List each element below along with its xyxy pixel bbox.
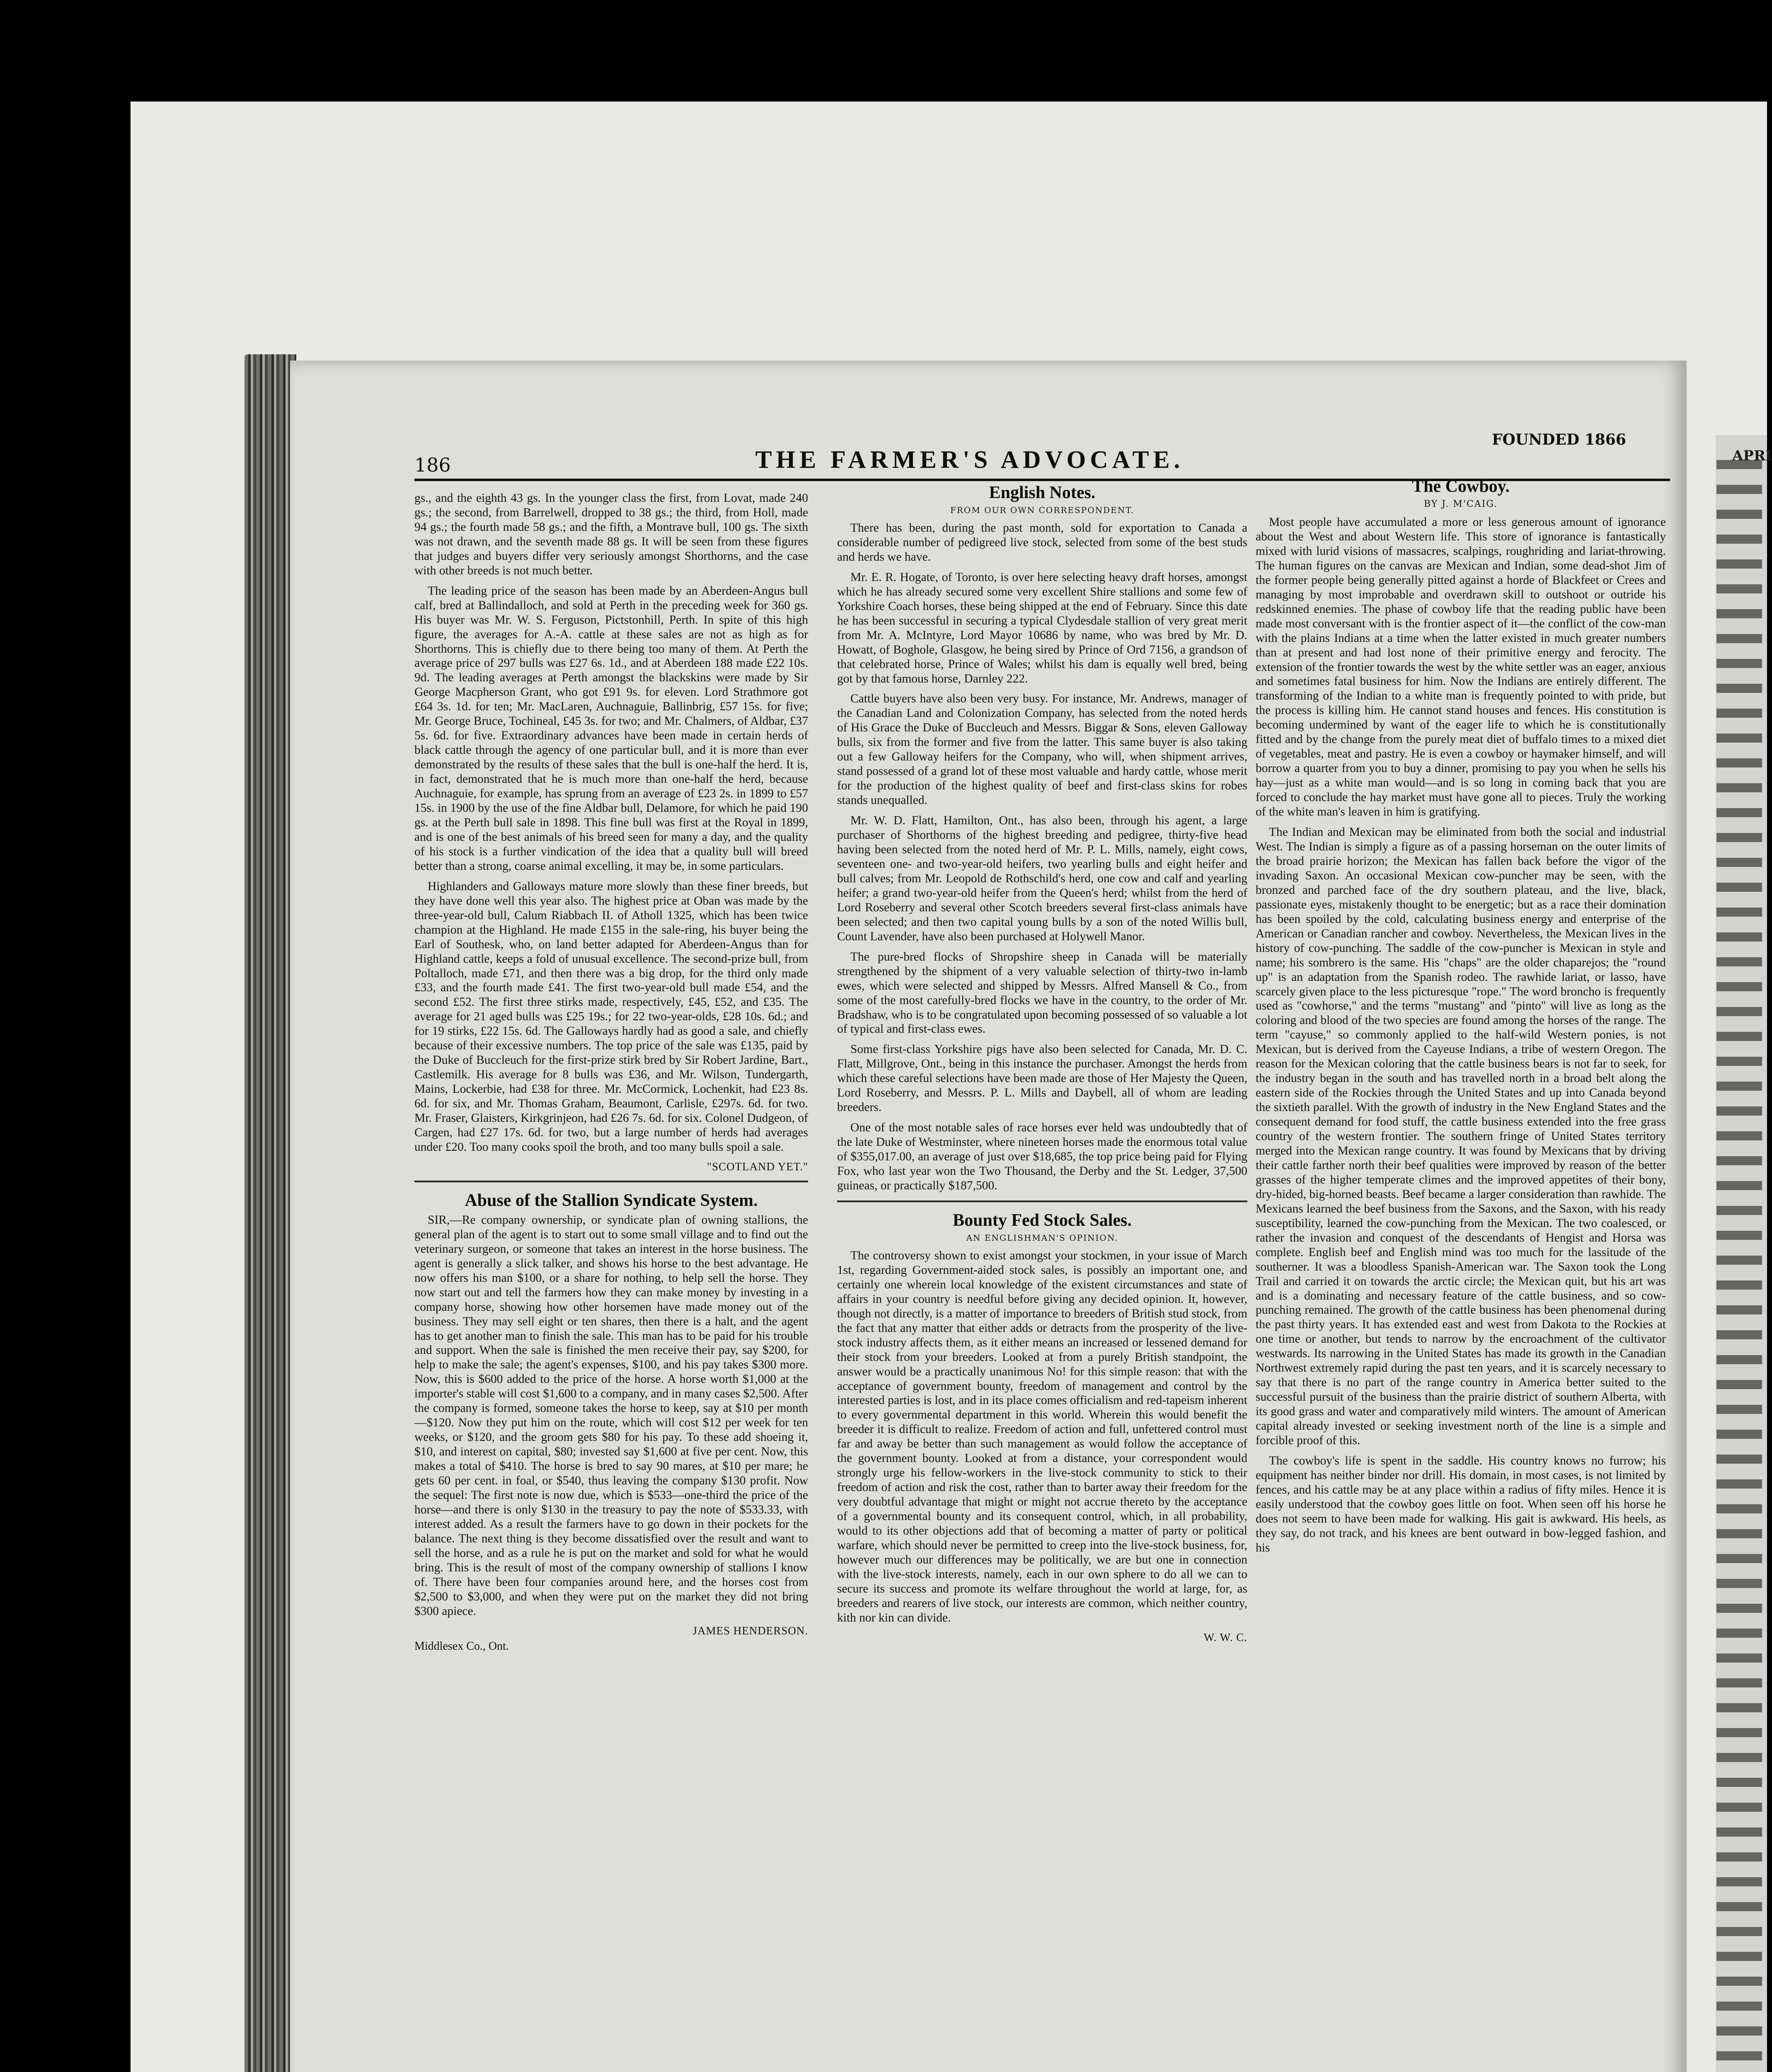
cowboy-para-2: The Indian and Mexican may be eliminated from both the social and industrial West. The Indian is simply a figure as of a passing horseman on the outer limits of the broad prairie horizon; the Mexican has fallen back before the vigor of the invading Saxon. An occasional Mexican cow-puncher may be seen, with the bronzed and parched face of the dry southern plateau, and the live, black, passionate eyes, mistakenly thought to be energetic; but as a race their domination has been spoiled by the cold, calculating business energy and enterprise of the American or Canadian rancher and cowboy. Nevertheless, the Mexican lives in the history of cow-punching. The saddle of the cow-puncher is Mexican in style and name; his sombrero is the same. His "chaps" are the older chaparejos; the "round up" is an adaptation from the Spanish rodeo. The rawhide lariat, or lasso, have scarcely given place to the less picturesque "rope." The word broncho is frequently used as "cowhorse," and the terms "mustang" and "pinto" will live as long as the coloring and blood of the two species are found among the horses of the range. The term "cayuse," so commonly applied to the half-wild Western ponies, is not Mexican, but is derived from the Cayeuse Indians, a tribe of western Oregon. The reason for the Mexican coloring that the cattle business bears is not far to seek, for the industry began in the south and has travelled north in a broad belt along the eastern side of the Rockies through the United States and up into Canada beyond the sixtieth parallel. With the growth of industry in the New England States and the consequent demand for food stuff, the cattle business extended into the free grass country of the western frontier. The southern fringe of United States territory merged into the Mexican range country. It was found by Mexicans that by driving their cattle farther north their beef qualities were improved by reason of the better grasses of the higher temperate climes and the improved appetites of their bony, dry-hided, big-horned beasts. Beef became a larger consideration than rawhide. The Mexicans learned the beef business from the Saxons, and the Saxon, with his ready susceptibility, learned the cow-punching from the Mexican. The two coalesced, or rather the invasion and conquest of the descendants of Hengist and Horsa was complete. English beef and English mind was too much for the lassitude of the southerner. It was a bloodless Spanish-American war. The Saxon took the Long Trail and carried it on towards the arctic circle; the Mexican quit, but his art was and is a dominating and necessary feature of the cattle business, and so cow-punching remained. The growth of the cattle business has been phenomenal during the past thirty years. It has extended east and west from Dakota to the Rockies at one time or another, but tends to narrow by the encroachment of the cultivator westwards. Its narrowing in the United States has made its growth in the Canadian Northwest extremely rapid during the past ten years, and it is scarcely necessary to say that there is no part of the range country in America better suited to the successful pursuit of the business than the prairie district of southern Alberta, with its good grass and water and comparatively mild winters. The amount of American capital already invested or seeking investment north of the line is a simple and forcible proof of this. xyxy=(1256,825,1666,1447)
scotland-letter-para-3: Highlanders and Galloways mature more slowly than these finer breeds, but they have done well this year also. The highest price at Oban was made by the three-year-old bull, Calum Riabbach II. of Atholl 1325, which has been twice champion at the Highland. He made £155 in the sale-ring, his buyer being the Earl of Southesk, who, on land better adapted for Aberdeen-Angus than for Highland cattle, keeps a fold of unusual excellence. The second-prize bull, from Poltalloch, made £71, and then there was a big drop, for the third only made £33, and the fourth made £41. The first two-year-old bull made £54, and the second £52. The first three stirks made, respectively, £45, £52, and £35. The average for 21 aged bulls was £25 19s.; for 22 two-year-olds, £28 10s. 6d.; and for 19 stirks, £22 15s. 6d. The Galloways hardly had as good a sale, and chiefly because of their excessive numbers. The top price of the sale was £135, paid by the Duke of Buccleuch for the first-prize stirk bred by Sir Robert Jardine, Bart., Castlemilk. His average for 8 bulls was £36, and Mr. Wilson, Tundergarth, Mains, Lockerbie, had £38 for three. Mr. McCormick, Lochenkit, had £23 8s. 6d. for six, and Mr. Thomas Graham, Beaumont, Carlisle, £297s. 6d. for two. Mr. Fraser, Glaisters, Kirkgrinjeon, had £26 7s. 6d. for six. Colonel Dudgeon, of Cargen, had £27 17s. 6d. for two, but a large number of herds had averages under £20. Too many cooks spoil the broth, and too many bulls spoil a sale. xyxy=(414,879,808,1154)
scotland-letter-para-2: The leading price of the season has been made by an Aberdeen-Angus bull calf, bred at Ballindalloch, and sold at Perth in the preceding week for 360 gs. His buyer was Mr. W. S. Ferguson, Pictstonhill, Perth. In spite of this high figure, the averages for A.-A. cattle at these sales are not as high as for Shorthorns. This is chiefly due to there being too many of them. At Perth the average price of 297 bulls was £27 6s. 1d., and at Aberdeen 188 made £22 10s. 9d. The leading averages at Perth amongst the blackskins were made by Sir George Macpherson Grant, who got £91 9s. for eleven. Lord Strathmore got £64 3s. 1d. for ten; Mr. MacLaren, Auchnaguie, Ballinbrig, £57 15s. for five; Mr. George Bruce, Tochineal, £45 3s. for two; and Mr. Chalmers, of Aldbar, £37 5s. 6d. for five. Extraordinary advances have been made in certain herds of black cattle through the agency of one particular bull, and it is more than ever demonstrated by the results of these sales that the bull is one-half the herd. It is, in fact, demonstrated that he is much more than one-half the herd, because Auchnaguie, for example, has sprung from an average of £23 2s. in 1899 to £57 15s. in 1900 by the use of the fine Aldbar bull, Delamore, for which he paid 190 gs. at the Perth bull sale in 1898. This fine bull was first at the Royal in 1899, and is one of the best animals of his breed seen for many a day, and the quality of his stock is a further vindication of the idea that a quality bull will breed better than a strong, coarse animal excelling, it may be, in some particulars. xyxy=(414,584,808,873)
english-notes-para-6: Some first-class Yorkshire pigs have also been selected for Canada, Mr. D. C. Flatt, Millgrove, Ont., being in this instance the purchaser. Amongst the herds from which these careful selections have been made are those of Her Majesty the Queen, Lord Roseberry, and Messrs. P. L. Mills and Daybell, all of whom are leading breeders. xyxy=(837,1043,1247,1114)
syndicate-heading: Abuse of the Stallion Syndicate System. xyxy=(465,1191,758,1210)
scotland-letter-signature: "SCOTLAND YET." xyxy=(707,1160,808,1173)
left-column xyxy=(414,491,808,1653)
middle-column xyxy=(837,483,1247,1644)
english-notes-heading: English Notes. xyxy=(989,483,1096,502)
cowboy-heading: The Cowboy. xyxy=(1412,477,1510,496)
bounty-subhead: AN ENGLISHMAN'S OPINION. xyxy=(966,1232,1118,1243)
cowboy-byline: BY J. M'CAIG. xyxy=(1423,499,1498,509)
facing-page-header-fragment: APRI xyxy=(1732,448,1772,464)
bounty-body: The controversy shown to exist amongst your stockmen, in your issue of March 1st, regarding Government-aided stock sales, is possibly an important one, and certainly one wherein local knowledge of the existent circumstances and state of affairs in your country is needful before giving any decided opinion. It, however, though not directly, is a matter of importance to breeders of British stud stock, from the fact that any matter that either adds or detracts from the prosperity of the live-stock industry affects them, as it either means an increased or lessened demand for their stock from your breeders. Looked at from a purely British standpoint, the answer would be a practically unanimous No! for this simple reason: that with the acceptance of government bounty, freedom of management and control by the interested parties is lost, and in its place comes officialism and red-tapeism inherent to every governmental department in this world. Wherein this would benefit the breeder it is difficult to realize. Freedom of action and full, unfettered control must far and away be better than such management as would follow the acceptance of the government bounty. Looked at from a distance, your correspondent would strongly urge his fellow-workers in the live-stock community to stick to their freedom of action and risk the cost, rather than to barter away their freedom for the very doubtful advantage that might or might not accrue thereto by the acceptance of a governmental bounty and its consequent control, which, in all probability, would to its other objections add that of becoming a matter of party or political warfare, which should never be permitted to creep into the live-stock business, for, however much our differences may be politically, we are but one in connection with the live-stock interests, namely, each in our own sphere to do all we can to secure its success and promote its welfare throughout the world at large, for, as breeders and rearers of live stock, our interests are common, which neither country, kith nor kin can divide. xyxy=(837,1249,1247,1624)
right-column xyxy=(1256,477,1666,1561)
english-notes-para-5: The pure-bred flocks of Shropshire sheep in Canada will be materially strengthened by the shipment of a very valuable selection of thirty-two in-lamb ewes, which were selected and shipped by Messrs. Alfred Mansell & Co., from some of the most carefully-bred flocks we have in the country, to the order of Mr. Bradshaw, who is to be congratulated upon becoming possessed of so valuable a lot of typical and first-class ewes. xyxy=(837,950,1247,1036)
facing-page-edge xyxy=(1716,435,1767,2072)
syndicate-signature: JAMES HENDERSON. xyxy=(692,1624,808,1637)
cowboy-para-1: Most people have accumulated a more or less generous amount of ignorance about the West and about Western life. This store of ignorance is fantastically mixed with lurid visions of massacres, scalpings, roughriding and lariat-throwing. The human figures on the canvas are Mexican and Indian, some dead-shot Jim of the former people being generally pitted against a horde of Blackfeet or Crees and managing by most improbable and overdrawn skill to outshoot or outride his redskinned enemies. The phase of cowboy life that the reading public have been made most conversant with is the frontier aspect of it—the conflict of the cow-man with the plains Indians at a time when the latter existed in much greater numbers than at present and had lost none of their primitive energy and ferocity. The extension of the frontier towards the west by the white settler was an eager, anxious and sometimes fatal business for him. Now the Indians are entirely different. The transforming of the Indian to a white man is frequently pointed to with pride, but the process is killing him. He cannot stand houses and fences. His constitution is becoming undermined by want of the eager life to which he is constitutionally fitted and by the change from the purely meat diet of buffalo times to a mixed diet of vegetables, meat and pastry. He is even a cowboy or haymaker himself, and will borrow a quarter from you to buy a dinner, promising to pay you when he sells his hay—just as a white man would—and is so long in coming back that you are forced to conclude the hay market must have gone all to pieces. Truly the working of the white man's leaven in him is gratifying. xyxy=(1256,516,1666,819)
english-notes-para-7: One of the most notable sales of race horses ever held was undoubtedly that of the late Duke of Westminster, where nineteen horses made the enormous total value of $355,017.00, an average of just over $18,685, the top price being paid for Flying Fox, who last year won the Two Thousand, the Derby and the St. Ledger, 37,500 guineas, or practically $187,500. xyxy=(837,1121,1247,1192)
bounty-signature: W. W. C. xyxy=(1203,1631,1247,1644)
cowboy-para-3: The cowboy's life is spent in the saddle. His country knows no furrow; his equipment has neither binder nor drill. His domain, in most cases, is not limited by fences, and his cattle may be at any place within a radius of fifty miles. Hence it is easily understood that the cowboy goes little on foot. When seen off his horse he does not seem to have been made for walking. His gait is awkward. His heels, as they say, do not track, and his knees are bent outward in bow-legged fashion, and his xyxy=(1256,1454,1666,1554)
english-notes-para-4: Mr. W. D. Flatt, Hamilton, Ont., has also been, through his agent, a large purchaser of Shorthorns of the highest breeding and pedigree, thirty-five head having been selected from the noted herd of Mr. P. L. Mills, namely, eight cows, seventeen one- and two-year-old heifers, two yearling bulls and eight heifer and bull calves; from Mr. Leopold de Rothschild's herd, one cow and calf and yearling heifer; a grand two-year-old heifer from the Queen's herd; whilst from the herd of Lord Roseberry and several other Scotch breeders several first-class animals have been selected; and then two capital young bulls by a son of the noted Willis bull, Count Lavender, have also been purchased at Holywell Manor. xyxy=(837,814,1247,943)
page-number: 186 xyxy=(414,454,451,476)
founded-label: FOUNDED 1866 xyxy=(1492,431,1626,448)
article-divider xyxy=(837,1201,1247,1202)
scotland-letter-intro: gs., and the eighth 43 gs. In the younger class the first, from Lovat, made 240 gs.; the second, from Barrelwell, dropped to 38 gs.; the third, from Holl, made 94 gs.; the fourth made 58 gs.; and the fifth, a Montrave bull, 100 gs. The sixth was not drawn, and the seventh made 88 gs. It will be seen from these figures that judges and buyers differ very seriously amongst Shorthorns, and the case with other breeds is not much better. xyxy=(414,491,808,577)
masthead: THE FARMER'S ADVOCATE. xyxy=(755,446,1184,473)
book-page-edges xyxy=(244,354,296,2072)
english-notes-subhead: FROM OUR OWN CORRESPONDENT. xyxy=(950,505,1134,515)
english-notes-para-1: There has been, during the past month, sold for exportation to Canada a considerable number of pedigreed live stock, selected from some of the best studs and herds we have. xyxy=(837,521,1247,564)
syndicate-place: Middlesex Co., Ont. xyxy=(414,1639,509,1653)
bounty-heading: Bounty Fed Stock Sales. xyxy=(953,1210,1132,1230)
syndicate-body: SIR,—Re company ownership, or syndicate plan of owning stallions, the general plan of the agent is to start out to some small village and to find out the veterinary surgeon, or someone that takes an interest in the horse business. The agent is generally a slick talker, and shows his horse to the best advantage. He now offers his man $100, or a share for nothing, to help sell the horse. They now start out and tell the farmers how they can make money by investing in a company horse, showing how other horsemen have made money out of the business. They may sell eight or ten shares, then there is a halt, and the agent has to get another man to finish the sale. This man has to be paid for his trouble and support. When the sale is finished the men receive their pay, say $200, for help to make the sale; the agent's expenses, $100, and his pay takes $300 more. Now, this is $600 added to the price of the horse. A horse worth $1,000 at the importer's stable will cost $1,600 to a company, and in many cases $2,500. After the company is formed, someone takes the horse to keep, say at $10 per month—$120. Now they put him on the route, which will cost $12 per week for ten weeks, or $120, and the groom gets $80 for his pay. To these add shoeing it, $10, and interest on capital, $80; invested say $1,600 at five per cent. Now, this makes a total of $410. The horse is bred to say 90 mares, at $10 per mare; he gets 60 per cent. in foal, or $540, thus leaving the company $130 profit. Now the sequel: The first note is now due, which is $533—one-third the price of the horse—and there is only $130 in the treasury to pay the note of $533.33, with interest added. As a result the farmers have to go down in their pockets for the balance. The next thing is they become dissatisfied over the result and want to sell the horse, and as a rule he is put on the market and sold for what he would bring. This is the result of most of the company ownership of stallions I know of. There have been four companies around here, and the horses cost from $2,500 to $3,000, and when they were put on the market they did not bring $300 apiece. xyxy=(414,1213,808,1618)
article-divider xyxy=(414,1181,808,1182)
english-notes-para-2: Mr. E. R. Hogate, of Toronto, is over here selecting heavy draft horses, amongst which he has already secured some very excellent Shire stallions and some few of Yorkshire Coach horses, these being shipped at the end of February. Since this date he has been successful in securing a typical Clydesdale stallion of very great merit from Mr. A. McIntyre, Lord Mayor 10686 by name, who was bred by Mr. D. Howatt, of Boghole, Glasgow, he being sired by Prince of Ord 7156, a grandson of that celebrated horse, Prince of Wales; whilst his dam is equally well bred, being got by that famous horse, Darnley 222. xyxy=(837,570,1247,685)
english-notes-para-3: Cattle buyers have also been very busy. For instance, Mr. Andrews, manager of the Canadian Land and Colonization Company, has selected from the noted herds of His Grace the Duke of Buccleuch and Messrs. Biggar & Sons, eleven Galloway bulls, six from the former and five from the latter. This same buyer is also taking out a few Galloway heifers for the Company, who will, when shipment arrives, stand possessed of a grand lot of these most valuable and hardy cattle, whose merit for the production of the highest quality of beef and first-class skins for robes stands unequalled. xyxy=(837,692,1247,807)
